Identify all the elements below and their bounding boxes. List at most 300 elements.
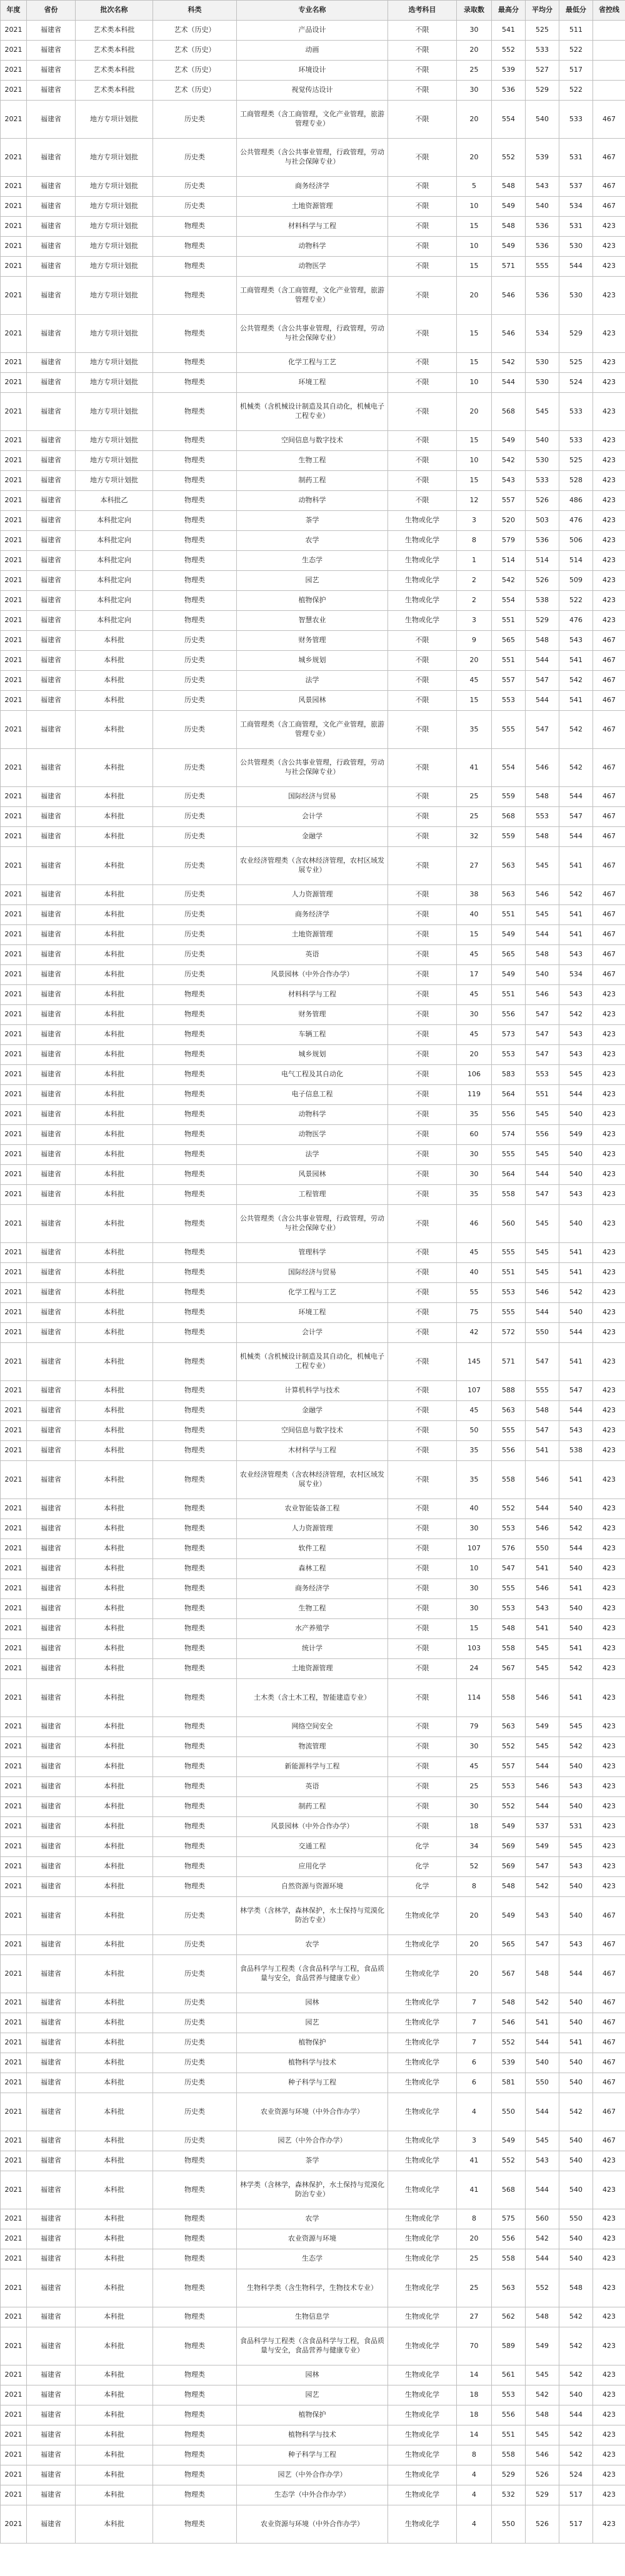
cell-control-line: 423 — [593, 1185, 625, 1205]
cell-province: 福建省 — [27, 1165, 76, 1185]
cell-year: 2021 — [1, 611, 27, 631]
cell-subject-requirement: 不限 — [388, 1243, 457, 1263]
cell-batch: 本科批 — [76, 2249, 153, 2269]
cell-avg-score: 549 — [526, 2327, 559, 2365]
cell-control-line: 423 — [593, 611, 625, 631]
cell-subject-requirement: 不限 — [388, 1283, 457, 1303]
cell-major: 园艺 — [237, 571, 388, 591]
cell-province: 福建省 — [27, 945, 76, 965]
cell-major: 金融学 — [237, 827, 388, 847]
cell-province: 福建省 — [27, 81, 76, 101]
cell-min-score: 543 — [559, 1045, 593, 1065]
cell-major: 机械类（含机械设计制造及其自动化，机械电子工程专业） — [237, 1343, 388, 1381]
cell-control-line: 423 — [593, 373, 625, 393]
cell-major: 农学 — [237, 2209, 388, 2229]
table-row — [1, 885, 625, 905]
cell-major: 生态学 — [237, 2249, 388, 2269]
cell-admitted-count: 30 — [457, 1737, 492, 1757]
table-row — [1, 651, 625, 671]
cell-control-line: 467 — [593, 1993, 625, 2013]
cell-max-score: 556 — [492, 2229, 526, 2249]
cell-province: 福建省 — [27, 1045, 76, 1065]
cell-major: 动物医学 — [237, 257, 388, 277]
cell-major: 环境工程 — [237, 1303, 388, 1323]
cell-subject-requirement: 生物或化学 — [388, 2171, 457, 2209]
cell-min-score: 544 — [559, 1085, 593, 1105]
cell-control-line: 423 — [593, 1499, 625, 1519]
cell-control-line: 423 — [593, 2307, 625, 2327]
cell-subject-requirement: 不限 — [388, 1343, 457, 1381]
cell-major: 制药工程 — [237, 1797, 388, 1817]
cell-year: 2021 — [1, 531, 27, 551]
cell-max-score: 549 — [492, 2131, 526, 2151]
cell-category: 物理类 — [153, 1085, 237, 1105]
cell-year: 2021 — [1, 1185, 27, 1205]
table-row — [1, 2013, 625, 2033]
cell-province: 福建省 — [27, 1935, 76, 1955]
cell-admitted-count: 2 — [457, 591, 492, 611]
table-row — [1, 1283, 625, 1303]
table-row — [1, 373, 625, 393]
cell-avg-score: 546 — [526, 2445, 559, 2465]
cell-admitted-count: 75 — [457, 1303, 492, 1323]
cell-control-line: 423 — [593, 1381, 625, 1401]
cell-year: 2021 — [1, 1165, 27, 1185]
cell-max-score: 541 — [492, 21, 526, 41]
cell-province: 福建省 — [27, 373, 76, 393]
cell-avg-score: 544 — [526, 925, 559, 945]
cell-control-line: 423 — [593, 1065, 625, 1085]
cell-province: 福建省 — [27, 1857, 76, 1877]
cell-major: 风景园林 — [237, 691, 388, 711]
cell-avg-score: 533 — [526, 41, 559, 61]
cell-max-score: 539 — [492, 2053, 526, 2073]
cell-batch: 本科批 — [76, 1777, 153, 1797]
cell-province: 福建省 — [27, 1005, 76, 1025]
cell-max-score: 549 — [492, 237, 526, 257]
cell-year: 2021 — [1, 177, 27, 197]
cell-major: 种子科学与工程 — [237, 2445, 388, 2465]
cell-min-score: 540 — [559, 1619, 593, 1639]
cell-province: 福建省 — [27, 2327, 76, 2365]
cell-year: 2021 — [1, 2505, 27, 2544]
cell-year: 2021 — [1, 2033, 27, 2053]
cell-batch: 本科批 — [76, 1877, 153, 1897]
cell-batch: 本科批 — [76, 945, 153, 965]
cell-min-score: 529 — [559, 315, 593, 353]
cell-admitted-count: 32 — [457, 827, 492, 847]
cell-category: 物理类 — [153, 2505, 237, 2544]
cell-year: 2021 — [1, 1205, 27, 1243]
cell-admitted-count: 3 — [457, 611, 492, 631]
cell-control-line: 423 — [593, 1519, 625, 1539]
table-row — [1, 1837, 625, 1857]
cell-min-score: 540 — [559, 1877, 593, 1897]
table-row — [1, 2445, 625, 2465]
cell-max-score: 557 — [492, 1757, 526, 1777]
cell-avg-score: 545 — [526, 393, 559, 431]
cell-max-score: 552 — [492, 139, 526, 177]
cell-major: 人力资源管理 — [237, 885, 388, 905]
cell-batch: 本科批 — [76, 1717, 153, 1737]
cell-year: 2021 — [1, 1857, 27, 1877]
cell-year: 2021 — [1, 2365, 27, 2385]
cell-max-score: 549 — [492, 1897, 526, 1935]
cell-admitted-count: 45 — [457, 1757, 492, 1777]
cell-control-line: 467 — [593, 139, 625, 177]
cell-control-line: 467 — [593, 2053, 625, 2073]
cell-subject-requirement: 不限 — [388, 1421, 457, 1441]
table-row — [1, 21, 625, 41]
cell-control-line: 423 — [593, 1343, 625, 1381]
cell-subject-requirement: 生物或化学 — [388, 591, 457, 611]
cell-major: 生物工程 — [237, 1599, 388, 1619]
cell-major: 材料科学与工程 — [237, 985, 388, 1005]
cell-province: 福建省 — [27, 1263, 76, 1283]
cell-category: 物理类 — [153, 985, 237, 1005]
cell-max-score: 556 — [492, 1441, 526, 1461]
cell-category: 物理类 — [153, 1105, 237, 1125]
cell-major: 空间信息与数字技术 — [237, 1421, 388, 1441]
cell-max-score: 569 — [492, 1857, 526, 1877]
cell-batch: 本科批 — [76, 1659, 153, 1679]
cell-year: 2021 — [1, 925, 27, 945]
cell-min-score: 541 — [559, 925, 593, 945]
cell-major: 化学工程与工艺 — [237, 353, 388, 373]
cell-province: 福建省 — [27, 631, 76, 651]
cell-major: 电气工程及其自动化 — [237, 1065, 388, 1085]
cell-batch: 本科批 — [76, 1817, 153, 1837]
cell-year: 2021 — [1, 1381, 27, 1401]
cell-category: 历史类 — [153, 807, 237, 827]
cell-subject-requirement: 不限 — [388, 1679, 457, 1717]
cell-category: 艺术（历史） — [153, 21, 237, 41]
cell-avg-score: 539 — [526, 139, 559, 177]
cell-province: 福建省 — [27, 1797, 76, 1817]
cell-min-score: 540 — [559, 2151, 593, 2171]
table-row — [1, 671, 625, 691]
cell-subject-requirement: 不限 — [388, 471, 457, 491]
cell-province: 福建省 — [27, 787, 76, 807]
header-subject-requirement: 选考科目 — [388, 1, 457, 21]
cell-category: 历史类 — [153, 711, 237, 749]
cell-avg-score: 546 — [526, 1679, 559, 1717]
table-row — [1, 491, 625, 511]
cell-batch: 本科批 — [76, 1185, 153, 1205]
cell-category: 物理类 — [153, 1539, 237, 1559]
cell-max-score: 556 — [492, 1105, 526, 1125]
cell-avg-score: 545 — [526, 905, 559, 925]
cell-subject-requirement: 生物或化学 — [388, 1993, 457, 2013]
cell-year: 2021 — [1, 2445, 27, 2465]
cell-category: 物理类 — [153, 611, 237, 631]
cell-min-score: 540 — [559, 1105, 593, 1125]
cell-year: 2021 — [1, 885, 27, 905]
table-row — [1, 531, 625, 551]
cell-category: 物理类 — [153, 1857, 237, 1877]
cell-min-score: 540 — [559, 1599, 593, 1619]
cell-category: 历史类 — [153, 651, 237, 671]
cell-min-score: 517 — [559, 61, 593, 81]
cell-year: 2021 — [1, 965, 27, 985]
cell-major: 农业资源与环境（中外合作办学） — [237, 2505, 388, 2544]
cell-admitted-count: 34 — [457, 1837, 492, 1857]
cell-category: 物理类 — [153, 1401, 237, 1421]
cell-subject-requirement: 不限 — [388, 1619, 457, 1639]
cell-year: 2021 — [1, 1539, 27, 1559]
cell-min-score: 528 — [559, 471, 593, 491]
cell-subject-requirement: 生物或化学 — [388, 2269, 457, 2307]
cell-admitted-count: 7 — [457, 1993, 492, 2013]
cell-province: 福建省 — [27, 1401, 76, 1421]
table-row — [1, 1539, 625, 1559]
cell-avg-score: 549 — [526, 1717, 559, 1737]
table-row — [1, 2131, 625, 2151]
cell-category: 物理类 — [153, 2365, 237, 2385]
cell-category: 历史类 — [153, 885, 237, 905]
cell-subject-requirement: 不限 — [388, 847, 457, 885]
cell-avg-score: 527 — [526, 61, 559, 81]
cell-admitted-count: 27 — [457, 2307, 492, 2327]
cell-min-score: 543 — [559, 631, 593, 651]
cell-category: 艺术（历史） — [153, 61, 237, 81]
cell-year: 2021 — [1, 2327, 27, 2365]
cell-max-score: 567 — [492, 1659, 526, 1679]
cell-control-line: 467 — [593, 925, 625, 945]
cell-admitted-count: 70 — [457, 2327, 492, 2365]
cell-category: 物理类 — [153, 1619, 237, 1639]
cell-year: 2021 — [1, 591, 27, 611]
cell-control-line: 423 — [593, 1837, 625, 1857]
cell-max-score: 589 — [492, 2327, 526, 2365]
cell-category: 历史类 — [153, 691, 237, 711]
table-row — [1, 451, 625, 471]
cell-admitted-count: 25 — [457, 1777, 492, 1797]
cell-avg-score: 543 — [526, 2151, 559, 2171]
cell-batch: 本科批 — [76, 2385, 153, 2405]
cell-min-score: 541 — [559, 1343, 593, 1381]
cell-avg-score: 545 — [526, 1659, 559, 1679]
table-row — [1, 2365, 625, 2385]
cell-province: 福建省 — [27, 1599, 76, 1619]
cell-province: 福建省 — [27, 691, 76, 711]
cell-admitted-count: 40 — [457, 905, 492, 925]
cell-min-score: 537 — [559, 177, 593, 197]
cell-year: 2021 — [1, 2171, 27, 2209]
cell-admitted-count: 8 — [457, 531, 492, 551]
cell-admitted-count: 30 — [457, 1519, 492, 1539]
cell-province: 福建省 — [27, 2053, 76, 2073]
cell-major: 植物保护 — [237, 2033, 388, 2053]
cell-avg-score: 548 — [526, 1401, 559, 1421]
cell-batch: 本科批 — [76, 1955, 153, 1993]
cell-control-line: 423 — [593, 2365, 625, 2385]
cell-max-score: 565 — [492, 1935, 526, 1955]
cell-major: 土地资源管理 — [237, 1659, 388, 1679]
cell-avg-score: 544 — [526, 1797, 559, 1817]
cell-subject-requirement: 不限 — [388, 197, 457, 217]
cell-year: 2021 — [1, 1065, 27, 1085]
cell-batch: 本科批 — [76, 2505, 153, 2544]
cell-year: 2021 — [1, 315, 27, 353]
cell-category: 物理类 — [153, 1817, 237, 1837]
cell-category: 物理类 — [153, 373, 237, 393]
cell-max-score: 548 — [492, 1993, 526, 2013]
cell-year: 2021 — [1, 2269, 27, 2307]
cell-year: 2021 — [1, 471, 27, 491]
cell-subject-requirement: 不限 — [388, 691, 457, 711]
cell-subject-requirement: 不限 — [388, 1519, 457, 1539]
table-row — [1, 1877, 625, 1897]
cell-category: 物理类 — [153, 1243, 237, 1263]
cell-subject-requirement: 生物或化学 — [388, 1935, 457, 1955]
cell-control-line: 467 — [593, 2073, 625, 2093]
table-row — [1, 2327, 625, 2365]
cell-province: 福建省 — [27, 237, 76, 257]
cell-batch: 本科批 — [76, 905, 153, 925]
cell-category: 物理类 — [153, 1559, 237, 1579]
cell-batch: 本科批 — [76, 2033, 153, 2053]
cell-year: 2021 — [1, 1935, 27, 1955]
table-row — [1, 787, 625, 807]
cell-province: 福建省 — [27, 2131, 76, 2151]
cell-batch: 地方专项计划批 — [76, 177, 153, 197]
cell-min-score: 476 — [559, 611, 593, 631]
cell-category: 历史类 — [153, 787, 237, 807]
cell-batch: 本科批 — [76, 1797, 153, 1817]
header-control-line: 省控线 — [593, 1, 625, 21]
cell-batch: 本科批 — [76, 1323, 153, 1343]
cell-min-score: 541 — [559, 1243, 593, 1263]
cell-control-line: 423 — [593, 985, 625, 1005]
cell-year: 2021 — [1, 1323, 27, 1343]
cell-year: 2021 — [1, 551, 27, 571]
cell-subject-requirement: 不限 — [388, 1639, 457, 1659]
cell-year: 2021 — [1, 1499, 27, 1519]
cell-admitted-count: 35 — [457, 1105, 492, 1125]
cell-min-score: 543 — [559, 1857, 593, 1877]
cell-subject-requirement: 不限 — [388, 101, 457, 139]
cell-subject-requirement: 不限 — [388, 807, 457, 827]
cell-year: 2021 — [1, 393, 27, 431]
cell-year: 2021 — [1, 1045, 27, 1065]
cell-avg-score: 526 — [526, 571, 559, 591]
cell-control-line: 423 — [593, 1283, 625, 1303]
cell-max-score: 549 — [492, 197, 526, 217]
cell-min-score: 540 — [559, 1993, 593, 2013]
cell-category: 物理类 — [153, 2405, 237, 2425]
cell-province: 福建省 — [27, 905, 76, 925]
cell-admitted-count: 35 — [457, 711, 492, 749]
table-row — [1, 1145, 625, 1165]
table-row — [1, 1065, 625, 1085]
cell-control-line: 423 — [593, 2445, 625, 2465]
cell-avg-score: 550 — [526, 1539, 559, 1559]
cell-control-line: 423 — [593, 2171, 625, 2209]
cell-max-score: 552 — [492, 41, 526, 61]
cell-admitted-count: 5 — [457, 177, 492, 197]
cell-province: 福建省 — [27, 1461, 76, 1499]
cell-max-score: 532 — [492, 2485, 526, 2505]
cell-max-score: 544 — [492, 373, 526, 393]
cell-control-line: 423 — [593, 1125, 625, 1145]
cell-min-score: 541 — [559, 1461, 593, 1499]
cell-batch: 本科批 — [76, 807, 153, 827]
cell-subject-requirement: 化学 — [388, 1877, 457, 1897]
cell-year: 2021 — [1, 1817, 27, 1837]
cell-province: 福建省 — [27, 1679, 76, 1717]
cell-major: 法学 — [237, 1145, 388, 1165]
cell-province: 福建省 — [27, 2033, 76, 2053]
cell-category: 历史类 — [153, 101, 237, 139]
cell-min-score: 522 — [559, 591, 593, 611]
cell-batch: 地方专项计划批 — [76, 471, 153, 491]
cell-max-score: 550 — [492, 2505, 526, 2544]
cell-batch: 艺术类本科批 — [76, 61, 153, 81]
cell-avg-score: 545 — [526, 1639, 559, 1659]
cell-subject-requirement: 生物或化学 — [388, 2307, 457, 2327]
cell-batch: 本科批 — [76, 671, 153, 691]
cell-subject-requirement: 生物或化学 — [388, 2425, 457, 2445]
cell-category: 物理类 — [153, 1599, 237, 1619]
cell-admitted-count: 3 — [457, 2131, 492, 2151]
cell-major: 动画 — [237, 41, 388, 61]
cell-year: 2021 — [1, 571, 27, 591]
cell-province: 福建省 — [27, 2151, 76, 2171]
cell-province: 福建省 — [27, 885, 76, 905]
cell-control-line: 467 — [593, 651, 625, 671]
cell-control-line: 423 — [593, 1441, 625, 1461]
cell-avg-score: 546 — [526, 1283, 559, 1303]
cell-min-score: 531 — [559, 217, 593, 237]
cell-category: 物理类 — [153, 1303, 237, 1323]
cell-subject-requirement: 不限 — [388, 1065, 457, 1085]
cell-category: 历史类 — [153, 2131, 237, 2151]
cell-major: 视觉传达设计 — [237, 81, 388, 101]
cell-avg-score: 544 — [526, 1303, 559, 1323]
cell-year: 2021 — [1, 101, 27, 139]
cell-category: 物理类 — [153, 2465, 237, 2485]
cell-admitted-count: 4 — [457, 2505, 492, 2544]
cell-min-score: 542 — [559, 2307, 593, 2327]
cell-batch: 本科批 — [76, 847, 153, 885]
cell-max-score: 558 — [492, 1185, 526, 1205]
cell-admitted-count: 107 — [457, 1539, 492, 1559]
table-row — [1, 1659, 625, 1679]
table-row — [1, 471, 625, 491]
cell-min-score: 540 — [559, 2053, 593, 2073]
cell-province: 福建省 — [27, 651, 76, 671]
cell-batch: 本科批 — [76, 827, 153, 847]
cell-province: 福建省 — [27, 315, 76, 353]
cell-admitted-count: 42 — [457, 1323, 492, 1343]
cell-avg-score: 547 — [526, 711, 559, 749]
cell-min-score: 544 — [559, 1323, 593, 1343]
cell-control-line: 423 — [593, 451, 625, 471]
table-row — [1, 2465, 625, 2485]
cell-category: 物理类 — [153, 491, 237, 511]
cell-max-score: 514 — [492, 551, 526, 571]
cell-subject-requirement: 不限 — [388, 1461, 457, 1499]
cell-major: 食品科学与工程类（含食品科学与工程，食品质量与安全，食品营养与健康专业） — [237, 2327, 388, 2365]
cell-major: 环境设计 — [237, 61, 388, 81]
cell-batch: 本科批 — [76, 787, 153, 807]
cell-batch: 本科批 — [76, 1303, 153, 1323]
cell-max-score: 567 — [492, 1955, 526, 1993]
cell-max-score: 583 — [492, 1065, 526, 1085]
cell-category: 历史类 — [153, 905, 237, 925]
cell-control-line: 423 — [593, 2327, 625, 2365]
